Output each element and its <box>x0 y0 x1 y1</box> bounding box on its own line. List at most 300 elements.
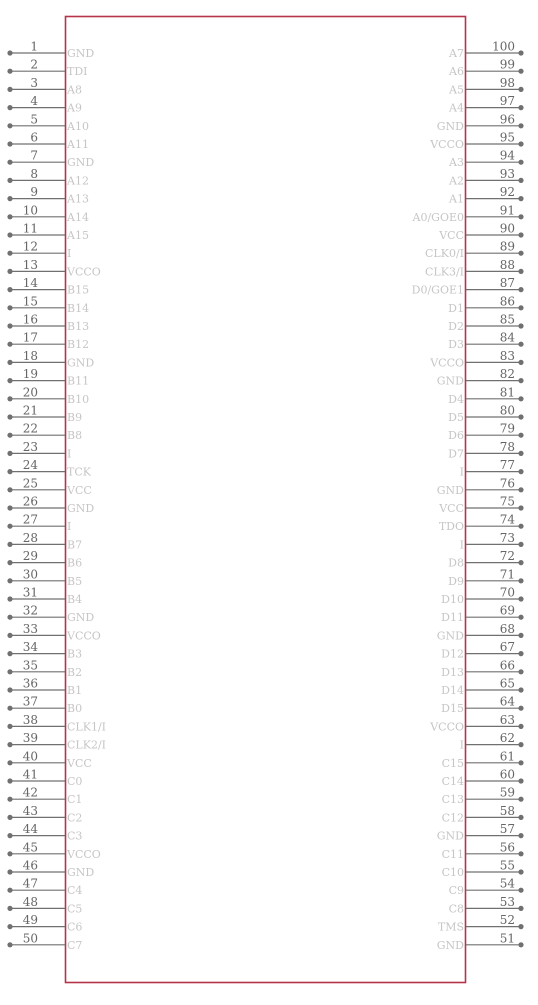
pin-name-label: CLK3/I <box>425 265 464 279</box>
pin-endpoint-dot <box>7 50 12 55</box>
pin-name-label: B13 <box>67 320 90 333</box>
pin-45 <box>7 840 100 861</box>
pin-10 <box>7 203 89 224</box>
pin-endpoint-dot <box>518 651 523 656</box>
pin-number: 20 <box>22 385 38 400</box>
pin-number: 27 <box>22 512 38 527</box>
pin-endpoint-dot <box>518 378 523 383</box>
pin-name-label: B4 <box>67 593 83 606</box>
pin-name-label: GND <box>67 502 95 515</box>
pin-number: 35 <box>22 658 38 673</box>
right-pin-column <box>412 40 524 952</box>
pin-number: 7 <box>30 148 38 163</box>
pin-number: 60 <box>499 767 515 782</box>
pin-name-label: D9 <box>448 574 464 588</box>
pin-number: 70 <box>499 585 515 600</box>
pin-number: 72 <box>499 549 515 564</box>
pin-number: 78 <box>499 439 515 454</box>
pin-endpoint-dot <box>518 469 523 474</box>
ic-body-outline <box>66 17 466 983</box>
pin-name-label: TDI <box>67 65 88 79</box>
pin-30 <box>7 567 82 588</box>
pin-name-label: B15 <box>67 283 90 297</box>
pin-endpoint-dot <box>518 524 523 529</box>
pin-number: 62 <box>499 731 515 746</box>
pin-endpoint-dot <box>7 123 12 128</box>
pin-number: 46 <box>22 858 38 873</box>
pin-endpoint-dot <box>518 342 523 347</box>
pin-name-label: C4 <box>67 884 83 898</box>
pin-number: 24 <box>22 458 38 473</box>
pin-number: 32 <box>22 603 38 618</box>
pin-number: 8 <box>30 166 38 181</box>
pin-endpoint-dot <box>518 178 523 183</box>
pin-16 <box>7 313 89 334</box>
pin-name-label: B5 <box>67 574 83 588</box>
pin-number: 30 <box>22 567 38 582</box>
pin-endpoint-dot <box>7 269 12 274</box>
pin-number: 67 <box>499 640 515 655</box>
pin-3 <box>7 76 82 97</box>
pin-endpoint-dot <box>7 906 12 911</box>
pin-name-label: A8 <box>67 83 82 97</box>
pin-number: 95 <box>499 130 515 145</box>
pin-endpoint-dot <box>518 69 523 74</box>
pin-endpoint-dot <box>7 251 12 256</box>
pin-number: 22 <box>22 421 38 436</box>
pin-endpoint-dot <box>7 687 12 692</box>
pin-name-label: GND <box>67 47 95 60</box>
pin-endpoint-dot <box>518 815 523 820</box>
pin-number: 98 <box>499 75 515 90</box>
pin-name-label: C10 <box>441 866 464 879</box>
pin-number: 63 <box>499 712 515 727</box>
pin-number: 37 <box>22 694 38 709</box>
pin-name-label: C6 <box>67 920 83 934</box>
pin-name-label: D14 <box>441 684 464 697</box>
pin-26 <box>7 495 94 516</box>
pin-endpoint-dot <box>518 687 523 692</box>
pin-13 <box>7 258 100 279</box>
pin-endpoint-dot <box>518 542 523 547</box>
pin-number: 41 <box>22 767 38 782</box>
pin-endpoint-dot <box>7 305 12 310</box>
pin-number: 17 <box>22 330 38 345</box>
pin-name-label: D13 <box>441 665 464 679</box>
pin-9 <box>7 185 89 206</box>
pin-number: 55 <box>499 858 515 873</box>
pin-name-label: A1 <box>449 192 464 206</box>
pin-endpoint-dot <box>7 232 12 237</box>
pin-endpoint-dot <box>7 178 12 183</box>
pin-endpoint-dot <box>7 287 12 292</box>
pin-number: 99 <box>499 57 515 72</box>
pin-endpoint-dot <box>518 487 523 492</box>
pin-number: 43 <box>22 803 38 818</box>
pin-name-label: D12 <box>441 647 464 661</box>
pin-name-label: I <box>67 247 72 261</box>
pin-17 <box>7 331 89 352</box>
pin-endpoint-dot <box>518 396 523 401</box>
pin-name-label: B1 <box>67 684 83 697</box>
pin-40 <box>7 749 91 770</box>
pin-number: 61 <box>499 749 515 764</box>
pin-name-label: VCC <box>67 483 92 497</box>
pin-name-label: TCK <box>67 465 91 479</box>
pin-number: 45 <box>22 840 38 855</box>
pin-31 <box>7 586 82 607</box>
pin-number: 9 <box>30 185 38 200</box>
pin-number: 14 <box>22 276 38 291</box>
pin-endpoint-dot <box>7 942 12 947</box>
pin-name-label: A6 <box>449 65 464 79</box>
pin-42 <box>7 786 82 807</box>
pin-endpoint-dot <box>518 50 523 55</box>
pin-name-label: TDO <box>438 520 464 534</box>
pin-number: 39 <box>22 731 38 746</box>
pin-48 <box>7 895 82 916</box>
pin-number: 3 <box>30 75 38 90</box>
pin-endpoint-dot <box>518 141 523 146</box>
pin-number: 81 <box>499 385 515 400</box>
pin-endpoint-dot <box>7 833 12 838</box>
pin-endpoint-dot <box>7 342 12 347</box>
pin-endpoint-dot <box>518 578 523 583</box>
pin-endpoint-dot <box>518 360 523 365</box>
pin-name-label: C14 <box>441 775 464 788</box>
pin-number: 96 <box>499 112 515 127</box>
pin-endpoint-dot <box>518 287 523 292</box>
pin-14 <box>7 276 89 297</box>
pin-number: 12 <box>22 239 38 254</box>
pin-name-label: I <box>67 447 72 461</box>
pin-number: 69 <box>499 603 515 618</box>
pin-endpoint-dot <box>518 669 523 674</box>
pin-number: 90 <box>499 221 515 236</box>
pin-endpoint-dot <box>7 396 12 401</box>
pin-number: 2 <box>30 57 38 72</box>
pin-name-label: I <box>459 465 464 479</box>
pin-23 <box>7 440 71 461</box>
pin-endpoint-dot <box>518 87 523 92</box>
pin-name-label: A2 <box>449 174 464 188</box>
pin-46 <box>7 859 94 880</box>
pin-name-label: GND <box>67 611 95 625</box>
pin-endpoint-dot <box>7 596 12 601</box>
pin-endpoint-dot <box>518 433 523 438</box>
pin-name-label: A14 <box>67 210 89 224</box>
pin-number: 53 <box>499 894 515 909</box>
pin-number: 31 <box>22 585 38 600</box>
pin-number: 52 <box>499 913 515 928</box>
pin-endpoint-dot <box>7 196 12 201</box>
pin-name-label: B10 <box>67 392 90 406</box>
pin-number: 44 <box>22 822 38 837</box>
pin-endpoint-dot <box>518 123 523 128</box>
pin-number: 49 <box>22 913 38 928</box>
pin-number: 83 <box>499 348 515 363</box>
pin-endpoint-dot <box>7 560 12 565</box>
pin-name-label: A4 <box>449 101 464 115</box>
pin-number: 25 <box>22 476 38 491</box>
pin-name-label: VCC <box>439 502 464 515</box>
pin-number: 33 <box>22 621 38 636</box>
pin-endpoint-dot <box>518 760 523 765</box>
pin-endpoint-dot <box>7 360 12 365</box>
pin-endpoint-dot <box>518 833 523 838</box>
pin-endpoint-dot <box>7 487 12 492</box>
pin-number: 94 <box>499 148 515 163</box>
pin-number: 48 <box>22 894 38 909</box>
pin-name-label: VCCO <box>430 356 464 370</box>
pin-endpoint-dot <box>7 669 12 674</box>
pin-32 <box>7 604 94 625</box>
pin-name-label: GND <box>436 374 464 388</box>
pin-endpoint-dot <box>7 742 12 747</box>
pin-endpoint-dot <box>518 596 523 601</box>
pin-number: 91 <box>499 203 515 218</box>
pin-name-label: D3 <box>448 338 464 352</box>
pin-endpoint-dot <box>7 888 12 893</box>
pin-endpoint-dot <box>518 105 523 110</box>
pin-number: 88 <box>499 257 515 272</box>
pin-endpoint-dot <box>518 851 523 856</box>
pin-endpoint-dot <box>7 469 12 474</box>
pin-endpoint-dot <box>7 778 12 783</box>
pin-name-label: C7 <box>67 938 83 952</box>
pin-name-label: I <box>67 520 72 534</box>
pin-44 <box>7 822 82 843</box>
pin-33 <box>7 622 100 643</box>
pin-name-label: B11 <box>67 374 90 388</box>
pin-endpoint-dot <box>518 414 523 419</box>
pin-number: 57 <box>499 822 515 837</box>
pin-name-label: CLK0/I <box>425 247 464 261</box>
pin-name-label: A10 <box>67 119 89 133</box>
pin-50 <box>7 931 82 952</box>
pin-name-label: B14 <box>67 301 90 315</box>
pin-endpoint-dot <box>7 869 12 874</box>
left-pin-column <box>7 40 106 952</box>
pin-endpoint-dot <box>518 269 523 274</box>
pin-endpoint-dot <box>7 505 12 510</box>
pin-endpoint-dot <box>7 578 12 583</box>
pin-number: 59 <box>499 785 515 800</box>
pin-endpoint-dot <box>7 524 12 529</box>
pin-2 <box>7 58 87 79</box>
pin-number: 38 <box>22 712 38 727</box>
pin-endpoint-dot <box>7 851 12 856</box>
pin-number: 74 <box>499 512 515 527</box>
pin-number: 56 <box>499 840 515 855</box>
pin-endpoint-dot <box>518 797 523 802</box>
pin-endpoint-dot <box>518 305 523 310</box>
pin-number: 16 <box>22 312 38 327</box>
pin-number: 64 <box>499 694 515 709</box>
pin-endpoint-dot <box>518 633 523 638</box>
pin-name-label: D6 <box>448 429 464 443</box>
pin-number: 36 <box>22 676 38 691</box>
pin-8 <box>7 167 89 188</box>
pin-number: 34 <box>22 640 38 655</box>
pin-name-label: GND <box>67 156 95 170</box>
pin-endpoint-dot <box>7 414 12 419</box>
pin-number: 66 <box>499 658 515 673</box>
pin-number: 80 <box>499 403 515 418</box>
pin-number: 82 <box>499 367 515 382</box>
pin-5 <box>7 112 89 133</box>
pin-name-label: GND <box>436 483 464 497</box>
pin-endpoint-dot <box>7 87 12 92</box>
pin-endpoint-dot <box>518 615 523 620</box>
pin-name-label: VCCO <box>67 847 101 861</box>
pin-number: 79 <box>499 421 515 436</box>
pin-47 <box>7 877 82 898</box>
pin-name-label: A9 <box>67 101 82 115</box>
pin-name-label: CLK2/I <box>67 738 106 752</box>
pin-name-label: VCC <box>67 756 92 770</box>
pin-number: 100 <box>492 39 515 54</box>
pin-name-label: D0/GOE1 <box>411 283 464 297</box>
pin-endpoint-dot <box>7 924 12 929</box>
pin-name-label: VCCO <box>67 265 101 279</box>
pin-number: 86 <box>499 294 515 309</box>
pin-number: 40 <box>22 749 38 764</box>
pin-number: 68 <box>499 621 515 636</box>
pin-name-label: B8 <box>67 429 83 443</box>
pin-name-label: I <box>459 538 464 552</box>
pin-6 <box>7 131 89 152</box>
pin-43 <box>7 804 82 825</box>
pin-number: 54 <box>499 876 515 891</box>
pin-number: 50 <box>22 931 38 946</box>
pin-name-label: GND <box>436 829 464 843</box>
pin-name-label: C9 <box>448 884 464 898</box>
pin-number: 77 <box>499 458 515 473</box>
pin-number: 97 <box>499 94 515 109</box>
pin-name-label: C11 <box>441 847 464 861</box>
pin-number: 92 <box>499 185 515 200</box>
pin-22 <box>7 422 82 443</box>
pin-endpoint-dot <box>518 196 523 201</box>
pin-name-label: GND <box>67 866 95 879</box>
pin-name-label: A7 <box>449 47 464 60</box>
pin-37 <box>7 695 82 716</box>
pin-41 <box>7 768 82 789</box>
pin-number: 29 <box>22 549 38 564</box>
pin-endpoint-dot <box>518 724 523 729</box>
pin-name-label: TMS <box>437 920 464 934</box>
pin-number: 23 <box>22 439 38 454</box>
pin-name-label: B0 <box>67 702 83 716</box>
pin-endpoint-dot <box>7 724 12 729</box>
pin-name-label: C5 <box>67 902 83 916</box>
pin-endpoint-dot <box>7 214 12 219</box>
pin-number: 51 <box>499 931 515 946</box>
pin-endpoint-dot <box>518 906 523 911</box>
pin-name-label: B6 <box>67 556 83 570</box>
pin-49 <box>7 913 82 934</box>
pin-number: 19 <box>22 367 38 382</box>
pin-number: 73 <box>499 530 515 545</box>
pin-endpoint-dot <box>7 433 12 438</box>
pin-number: 65 <box>499 676 515 691</box>
pin-number: 71 <box>499 567 515 582</box>
pin-number: 5 <box>30 112 38 127</box>
pin-name-label: C13 <box>441 793 464 807</box>
pin-endpoint-dot <box>518 505 523 510</box>
pin-name-label: GND <box>67 356 95 370</box>
pin-number: 26 <box>22 494 38 509</box>
pin-name-label: D10 <box>441 593 464 606</box>
pin-25 <box>7 476 91 497</box>
pin-name-label: A5 <box>449 83 464 97</box>
pin-endpoint-dot <box>7 378 12 383</box>
pin-number: 47 <box>22 876 38 891</box>
pin-number: 28 <box>22 530 38 545</box>
pin-number: 1 <box>30 39 38 54</box>
pin-name-label: A12 <box>67 174 89 188</box>
pin-21 <box>7 404 82 425</box>
pin-19 <box>7 367 89 388</box>
pin-name-label: B12 <box>67 338 90 352</box>
pin-number: 42 <box>22 785 38 800</box>
pin-name-label: A0/GOE0 <box>412 210 464 224</box>
pin-35 <box>7 658 82 679</box>
pin-36 <box>7 677 82 698</box>
pin-endpoint-dot <box>518 869 523 874</box>
pin-endpoint-dot <box>518 706 523 711</box>
pin-name-label: B9 <box>67 411 83 424</box>
pin-number: 87 <box>499 276 515 291</box>
pin-number: 58 <box>499 803 515 818</box>
pin-endpoint-dot <box>7 815 12 820</box>
pin-name-label: A13 <box>67 192 89 206</box>
pin-name-label: D8 <box>448 556 464 570</box>
pin-name-label: GND <box>436 119 464 133</box>
pin-4 <box>7 94 82 115</box>
pin-name-label: B3 <box>67 647 83 661</box>
pin-endpoint-dot <box>518 323 523 328</box>
pin-endpoint-dot <box>518 778 523 783</box>
pin-endpoint-dot <box>7 706 12 711</box>
pin-endpoint-dot <box>518 560 523 565</box>
pin-number: 10 <box>22 203 38 218</box>
pin-34 <box>7 640 82 661</box>
pin-name-label: GND <box>436 629 464 643</box>
pin-endpoint-dot <box>518 214 523 219</box>
pin-name-label: C12 <box>441 811 464 825</box>
pin-number: 76 <box>499 476 515 491</box>
pin-endpoint-dot <box>7 323 12 328</box>
pin-name-label: VCCO <box>430 720 464 734</box>
pin-18 <box>7 349 94 370</box>
pin-endpoint-dot <box>7 451 12 456</box>
pin-endpoint-dot <box>7 760 12 765</box>
pin-endpoint-dot <box>518 451 523 456</box>
pin-name-label: C3 <box>67 829 83 843</box>
pin-name-label: D7 <box>448 447 464 461</box>
pin-endpoint-dot <box>7 797 12 802</box>
pin-name-label: D1 <box>448 301 464 315</box>
pin-endpoint-dot <box>7 69 12 74</box>
pin-name-label: C15 <box>441 756 464 770</box>
pin-name-label: B2 <box>67 665 83 679</box>
pin-name-label: C1 <box>67 793 83 807</box>
pin-name-label: C8 <box>448 902 464 916</box>
pin-endpoint-dot <box>518 742 523 747</box>
pin-11 <box>7 222 89 243</box>
